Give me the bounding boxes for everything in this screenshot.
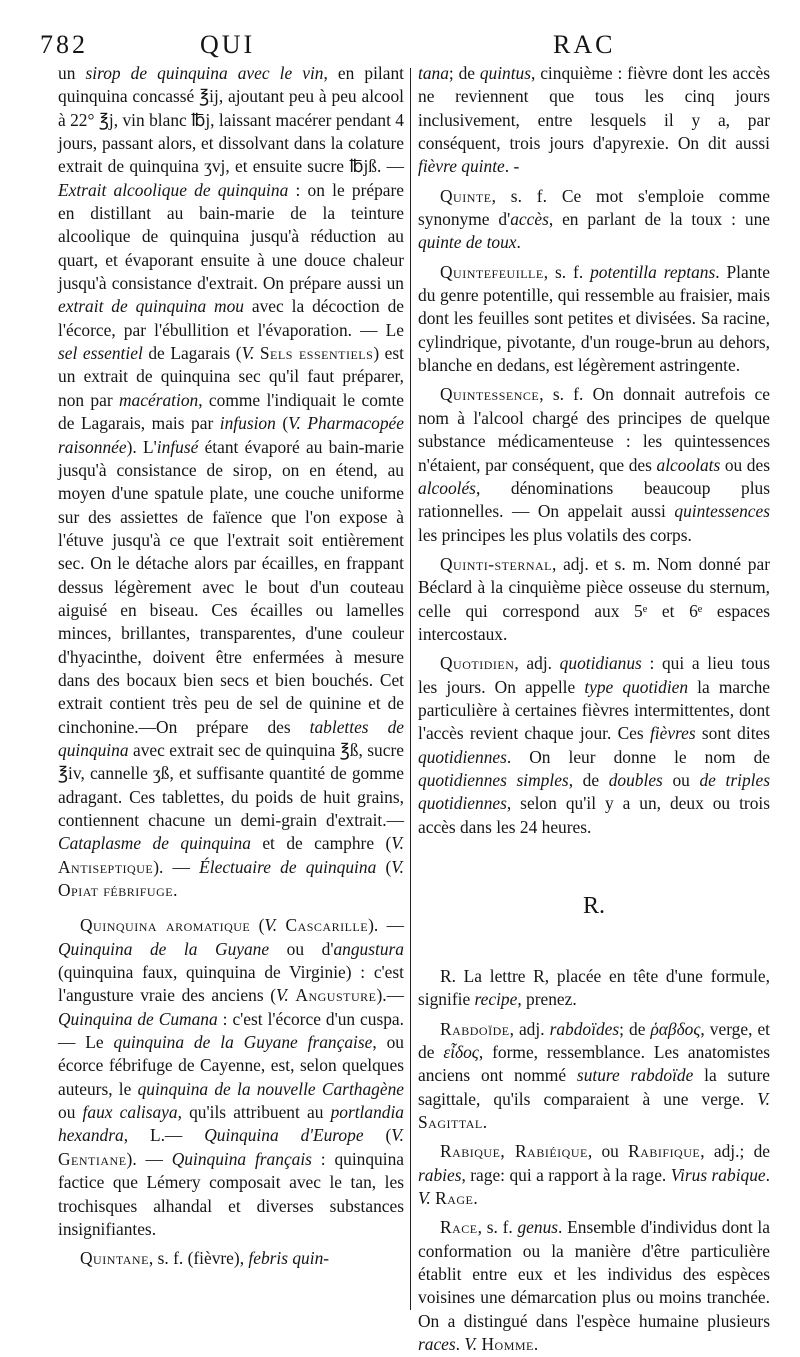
headword: Opiat fébrifuge	[58, 880, 174, 901]
italic-term: V.	[391, 1125, 404, 1146]
italic-term: quinte de toux	[418, 232, 517, 253]
right-column	[418, 62, 770, 1357]
headword: Homme	[481, 1334, 534, 1355]
entry-paragraph: Race, s. f. genus. Ensemble d'individus dont la conformation ou la manière d'être particulière établit entre eux et les individus des espèces voisines une démarcation plus ou moins tranchée. On a distingué dans l'espèce humaine plusieurs races. V. Homme.	[418, 1217, 770, 1355]
entry-paragraph: Quinte, s. f. Ce mot s'emploie comme synonyme d'accès, en parlant de la toux : une quinte de toux.	[418, 185, 770, 253]
italic-term: races	[418, 1334, 456, 1355]
section-letter: R.	[582, 893, 605, 919]
headword: Rabdoïde	[440, 1018, 510, 1039]
italic-term: alcoolés	[418, 477, 476, 498]
left-column	[58, 62, 404, 1271]
headword: Race	[440, 1217, 478, 1238]
italic-term: V.	[241, 343, 255, 364]
entry-paragraph: tana; de quintus, cinquième : fièvre dont les accès ne reviennent que tous les cinq jours inclusivement, entre lesquels il y a, par conséquent, trois jours d'apyrexie. On dit aussi fièvre quinte. -	[418, 63, 770, 177]
italic-term: febris quin-	[248, 1248, 330, 1269]
italic-term: extrait de quinquina mou	[58, 296, 244, 317]
italic-term: infusé	[156, 436, 199, 457]
headword: Quintessence	[440, 384, 540, 405]
italic-term: alcoolats	[656, 454, 721, 475]
entry-paragraph: Rabdoïde, adj. rabdoïdes; de ῥαβδος, verge, et de εἶδος, forme, ressemblance. Les anatomistes anciens ont nommé suture rabdoïde la suture sagittale, qu'ils comparaient à une verge. V. Sagittal.	[418, 1018, 771, 1133]
entry-paragraph: Quintefeuille, s. f. potentilla reptans. Plante du genre potentille, qui ressemble au fraisier, mais dont les feuilles sont petites et divisées. Sa racine, cylindrique, pivotante, d'un rouge-brun au dehors, blanche en dedans, est légèrement astringente.	[418, 261, 770, 376]
headword: Quintane	[80, 1248, 149, 1269]
entry-paragraph: R. La lettre R, placée en tête d'une formule, signifie recipe, prenez.	[418, 966, 770, 1010]
entry-paragraph: Quintane, s. f. (fièvre), febris quin-	[80, 1248, 330, 1269]
italic-term: angustura	[333, 938, 404, 959]
italic-term: V.	[757, 1088, 770, 1109]
italic-term: type quotidien	[584, 676, 689, 697]
italic-term: fièvre quinte	[418, 156, 505, 177]
headword: Quotidien	[440, 653, 515, 674]
headword: Cascarille	[285, 915, 369, 936]
headword: Quinti-sternal	[440, 553, 553, 574]
headword: Quinquina aromatique	[80, 915, 251, 936]
italic-term: potentilla reptans	[590, 261, 716, 282]
italic-term: quintessences	[674, 501, 770, 522]
headword: Rabifique	[628, 1141, 701, 1162]
italic-term: quinquina de la Guyane française	[113, 1032, 373, 1053]
italic-term: infusion	[219, 413, 276, 434]
italic-term: V.	[264, 915, 278, 936]
italic-term: tana	[418, 63, 449, 83]
italic-term: genus	[517, 1217, 559, 1238]
headword: Rabique, Rabiéique	[440, 1141, 588, 1162]
italic-term: suture rabdoïde	[576, 1065, 694, 1086]
italic-term: V. Pharmacopée raisonnée	[58, 413, 404, 457]
italic-term: Quinquina d'Europe	[204, 1125, 364, 1146]
italic-term: Électuaire de quinquina	[199, 856, 377, 877]
italic-term: V.	[464, 1334, 478, 1355]
headword: Sagittal	[418, 1112, 483, 1133]
italic-term: macération	[119, 389, 199, 410]
headword: Antiseptique	[58, 856, 154, 877]
italic-term: rabdoïdes	[549, 1018, 620, 1039]
italic-term: V.	[276, 985, 289, 1006]
italic-term: Quinquina de la Guyane	[58, 938, 270, 959]
headword: Angusture	[295, 985, 377, 1006]
italic-term: quinquina de la nouvelle Carthagène	[137, 1078, 404, 1099]
entry-paragraph: un sirop de quinquina avec le vin, en pilant quinquina concassé ℥ij, ajoutant peu à peu alcool à 22° ℥j, vin blanc ℔j, laissant macérer pendant 4 jours, passant alors, et dissolvant dans la colature extrait de quinquina ʒvj, et ensuite sucre ℔jß. — Extrait alcoolique de quinquina : on le prépare en distillant au bain-marie de la teinture alcoolique de quinquina jusqu'à réduction au quart, et évaporant ensuite à une douce chaleur jusqu'à consistance d'extrait. On prépare aussi un extrait de quinquina mou avec la décoction de l'écorce, par l'ébullition et l'évaporation. — Le sel essentiel de Lagarais (V. Sels essentiels) est un extrait de quinquina sec qu'il faut préparer, non par macération, comme l'indiquait le comte de Lagarais, mais par infusion (V. Pharmacopée raisonnée). L'infusé étant évaporé au bain-marie jusqu'à consistance de sirop, on en étend, au moyen d'une spatule plate, une couche uniforme sur des assiettes de faïence que l'on expose à l'étuve jusqu'à ce que l'extrait soit entièrement sec. On le détache alors par écailles, en frappant dessus légèrement avec le bout d'un couteau aiguisé en biseau. Ces écailles ou lamelles minces, brillantes, transparentes, d'une couleur d'hyacinthe, doivent être enfermées à mesure dans des bocaux bien secs et bien bouchés. Cet extrait contient très peu de sel de quinine et de cinchonine.—On prépare des tablettes de quinquina avec extrait sec de quinquina ℥ß, sucre ℥iv, cannelle ʒß, et suffisante quantité de gomme adragant. Ces tablettes, du poids de huit grains, contiennent chacune un demi-grain d'extrait.— Cataplasme de quinquina et de camphre (V. Antiseptique). — Électuaire de quinquina (V. Opiat fébrifuge.	[58, 63, 405, 901]
italic-term: fièvres	[649, 723, 696, 744]
italic-term: quotidiennes simples	[418, 769, 569, 790]
italic-term: quotidiennes	[418, 746, 507, 767]
italic-term: ῥαβδος	[650, 1018, 701, 1039]
entry-paragraph: Quintessence, s. f. On donnait autrefois ce nom à l'alcool chargé des principes de quelque substance médicamenteuse : les quintessences n'étaient, par conséquent, que des alcoolats ou des alcoolés, dénominations beaucoup plus rationnelles. — On appelait aussi quintessences les principes les plus volatils des corps.	[418, 384, 770, 545]
italic-term: accès	[510, 209, 549, 230]
right-running-head: RAC	[553, 30, 616, 59]
headword: Rage	[435, 1188, 474, 1209]
left-running-head: QUI	[200, 30, 256, 59]
italic-term: Quinquina de Cumana	[58, 1008, 218, 1029]
headword: Quinte	[440, 185, 492, 206]
italic-term: εἶδος	[443, 1042, 479, 1063]
column-divider	[410, 68, 411, 1310]
italic-term: Virus rabique	[670, 1164, 766, 1185]
italic-term: sel essentiel	[58, 343, 143, 364]
italic-term: recipe	[474, 989, 518, 1010]
italic-term: portlandia hexandra	[58, 1102, 404, 1146]
italic-term: quintus	[479, 63, 532, 83]
italic-term: tablettes de quinquina	[58, 716, 404, 760]
page-number: 782	[40, 30, 88, 59]
italic-term: V.	[391, 856, 404, 877]
italic-term: de triples quotidiennes	[418, 769, 770, 814]
italic-term: doubles	[608, 769, 663, 790]
italic-term: V.	[418, 1188, 431, 1209]
italic-term: V.	[391, 833, 404, 854]
headword: Quintefeuille	[440, 261, 544, 282]
italic-term: Extrait alcoolique de quinquina	[58, 179, 289, 200]
entry-paragraph: Rabique, Rabiéique, ou Rabifique, adj.; de rabies, rage: qui a rapport à la rage. Virus rabique. V. Rage.	[418, 1141, 770, 1209]
entry-paragraph: Quotidien, adj. quotidianus : qui a lieu tous les jours. On appelle type quotidien la marche particulière à certaines fièvres intermittentes, dont l'accès revient chaque jour. Ces fièvres sont dites quotidiennes. On leur donne le nom de quotidiennes simples, de doubles ou de triples quotidiennes, selon qu'il y a un, deux ou trois accès dans les 24 heures.	[418, 653, 771, 837]
entry-paragraph: Quinti-sternal, adj. et s. m. Nom donné par Béclard à la cinquième pièce osseuse du sternum, celle qui correspond aux 5ᵉ et 6ᵉ espaces intercostaux.	[418, 553, 770, 644]
italic-term: rabies	[418, 1164, 462, 1185]
headword: Sels essentiels	[259, 343, 374, 364]
italic-term: faux calisaya	[82, 1102, 178, 1123]
entry-paragraph: Quinquina aromatique (V. Cascarille). — Quinquina de la Guyane ou d'angustura (quinquina faux, quinquina de Virginie) : c'est l'angusture vraie des anciens (V. Angusture).—Quinquina de Cumana : c'est l'écorce d'un cuspa. — Le quinquina de la Guyane française, ou écorce fébrifuge de Cayenne, est, selon quelques auteurs, le quinquina de la nouvelle Carthagène ou faux calisaya, qu'ils attribuent au portlandia hexandra, L.— Quinquina d'Europe (V. Gentiane). — Quinquina français : quinquina factice que Lémery composait avec le tan, les trochisques alhandal et diverses substances insignifiantes.	[58, 915, 404, 1239]
headword: Gentiane	[58, 1148, 127, 1169]
italic-term: Cataplasme de quinquina	[58, 833, 251, 854]
italic-term: quotidianus	[559, 653, 642, 674]
italic-term: sirop de quinquina avec le vin	[85, 63, 324, 83]
italic-term: Quinquina français	[171, 1148, 312, 1169]
